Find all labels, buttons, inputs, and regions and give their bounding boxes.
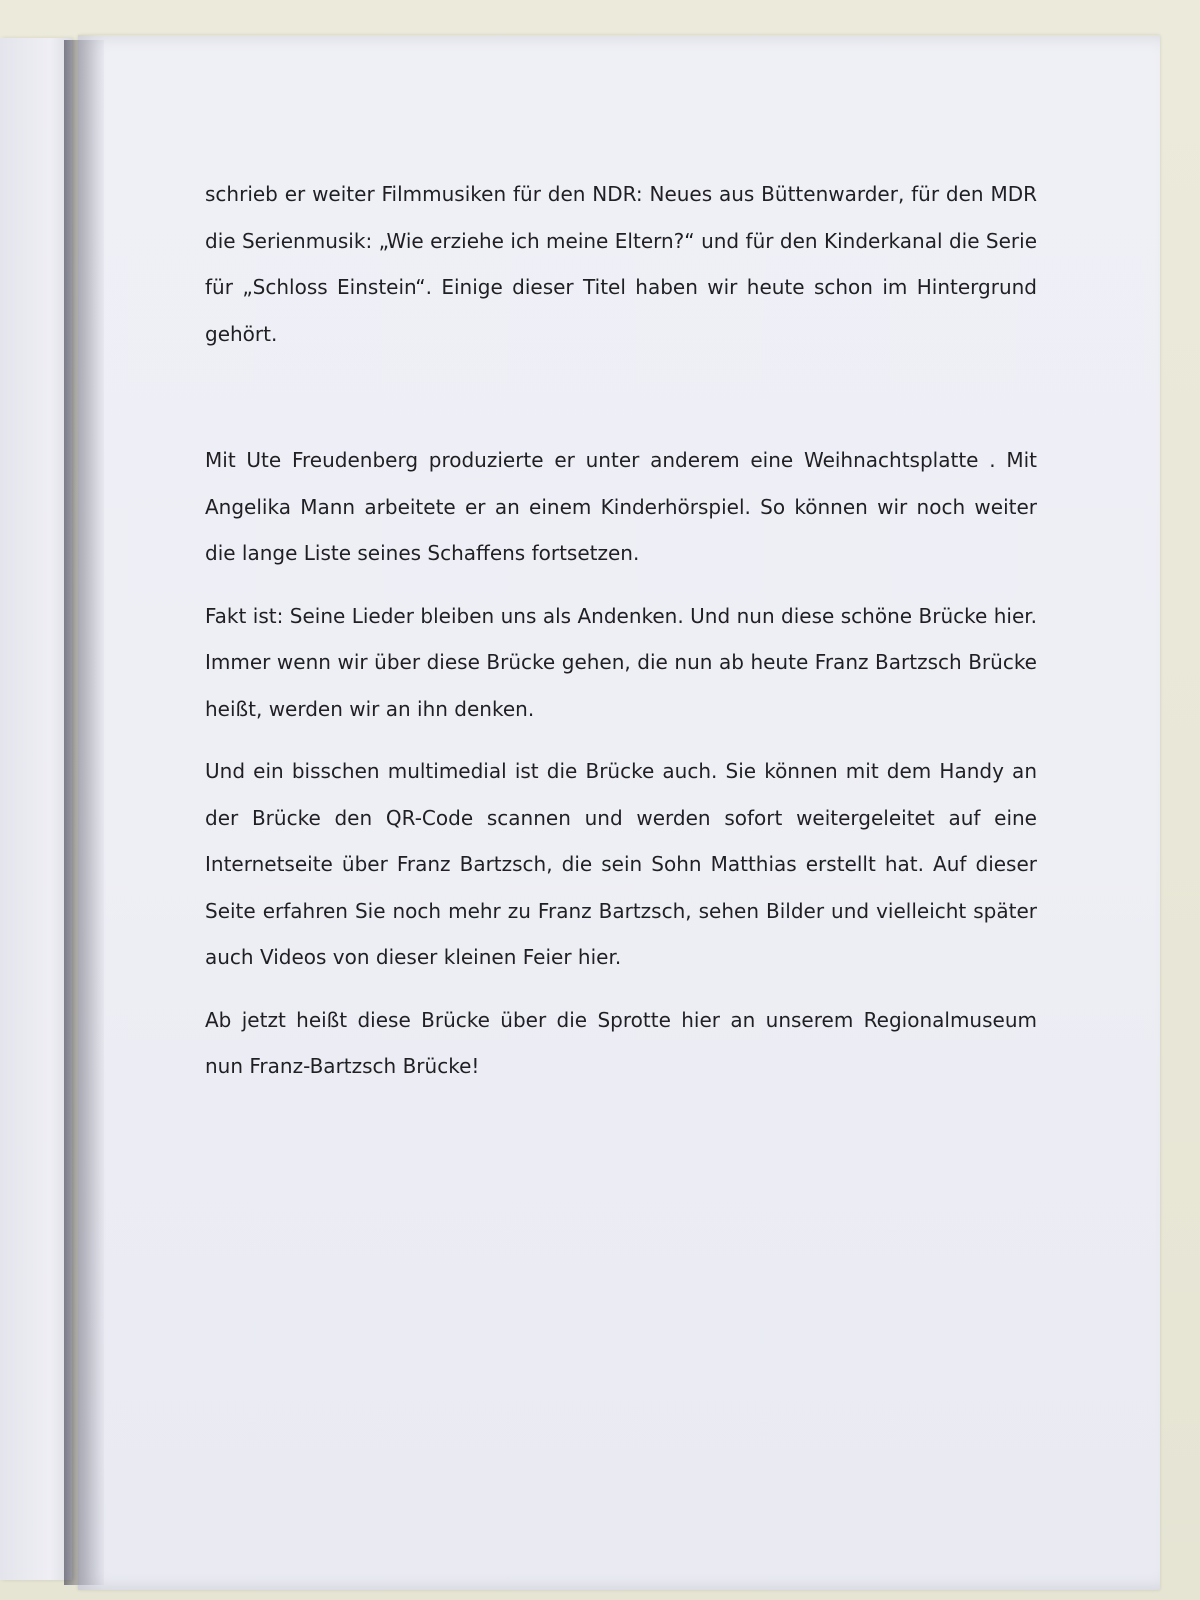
- paragraph-spacer: [205, 357, 1037, 437]
- paragraph-1: schrieb er weiter Filmmusiken für den NDR: Neues aus Büttenwarder, für den MDR die Serienmusik: „Wie erziehe ich meine Eltern?“ und für den Kinderkanal die Serie für „Schloss Einstein“. Einige dieser Titel haben wir heute schon im Hintergrund gehört.: [205, 182, 1037, 346]
- paragraph-4: Und ein bisschen multimedial ist die Brücke auch. Sie können mit dem Handy an der Brücke den QR-Code scannen und werden sofort weitergeleitet auf eine Internetseite über Franz Bartzsch, die sein Sohn Matthias erstellt hat. Auf dieser Seite erfahren Sie noch mehr zu Franz Bartzsch, sehen Bilder und vielleicht später auch Videos von dieser kleinen Feier hier.: [205, 759, 1037, 969]
- book-gutter-shadow: [64, 40, 104, 1585]
- document-page: [78, 35, 1160, 1590]
- paragraph-2: Mit Ute Freudenberg produzierte er unter anderem eine Weihnachtsplatte . Mit Angelika Mann arbeitete er an einem Kinderhörspiel. So können wir noch weiter die lange Liste seines Schaffens fortsetzen.: [205, 448, 1037, 565]
- document-body: [205, 171, 1037, 1090]
- paragraph-3: Fakt ist: Seine Lieder bleiben uns als Andenken. Und nun diese schöne Brücke hier. Immer wenn wir über diese Brücke gehen, die nun ab heute Franz Bartzsch Brücke heißt, werden wir an ihn denken.: [205, 603, 1037, 721]
- paragraph-spacer: [205, 577, 1037, 593]
- paragraph-spacer: [205, 981, 1037, 997]
- paragraph-5: Ab jetzt heißt diese Brücke über die Sprotte hier an unserem Regionalmuseum nun Franz-Bartzsch Brücke!: [205, 1007, 1037, 1078]
- left-page-edge: [0, 38, 72, 1580]
- paragraph-spacer: [205, 732, 1037, 748]
